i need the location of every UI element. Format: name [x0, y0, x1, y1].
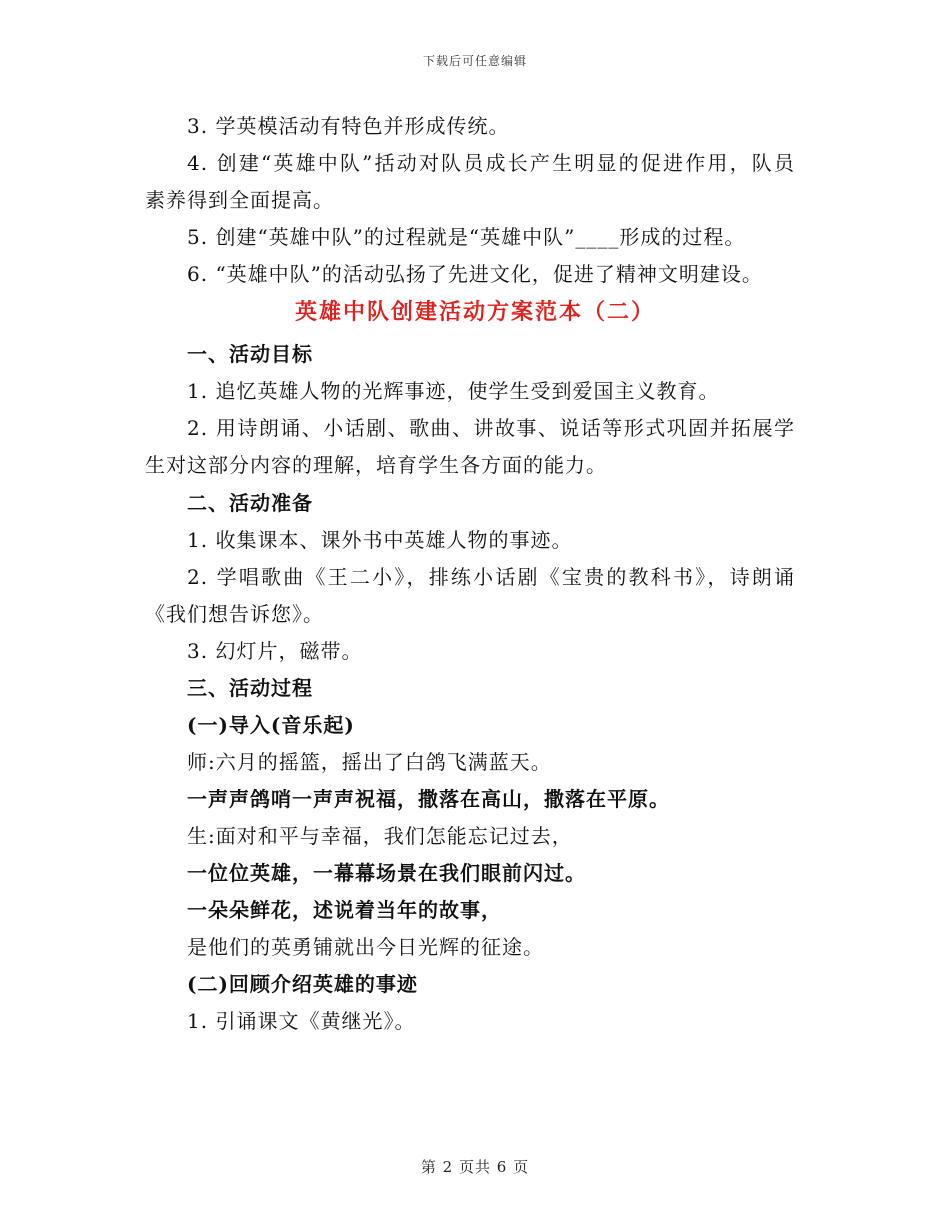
page-header: 下载后可任意编辑: [422, 54, 527, 68]
list-item: 1. 收集课本、课外书中英雄人物的事迹。: [187, 528, 573, 552]
list-item: 4. 创建“英雄中队”括动对队员成长产生明显的促进作用，队员: [187, 151, 795, 175]
list-item: 3. 幻灯片，磁带。: [187, 639, 363, 663]
paragraph: 是他们的英勇铺就出今日光辉的征途。: [187, 935, 544, 959]
list-item: 2. 用诗朗诵、小话剧、歌曲、讲故事、说话等形式巩固并拓展学: [187, 416, 795, 440]
list-item: 1. 引诵课文《黄继光》。: [187, 1009, 416, 1033]
list-item-continuation: 《我们想告诉您》。: [145, 602, 324, 626]
list-item: 1. 追忆英雄人物的光辉事迹，使学生受到爱国主义教育。: [187, 379, 720, 403]
paragraph: 一位位英雄，一幕幕场景在我们眼前闪过。: [187, 861, 586, 885]
paragraph: 生:面对和平与幸福，我们怎能忘记过去，: [187, 824, 573, 848]
section-title: 英雄中队创建活动方案范本（二）: [294, 299, 655, 325]
paragraph: 师:六月的摇篮，摇出了白鸽飞满蓝天。: [187, 750, 552, 774]
list-item: 2. 学唱歌曲《王二小》，排练小话剧《宝贵的教科书》，诗朗诵: [187, 565, 795, 589]
paragraph: 一声声鸽哨一声声祝福，撒落在高山，撒落在平原。: [187, 787, 670, 811]
page-footer: 第 2 页共 6 页: [420, 1158, 530, 1176]
paragraph: 一朵朵鲜花，述说着当年的故事，: [187, 898, 502, 922]
heading: 三、活动过程: [187, 676, 313, 700]
list-item: 3. 学英模活动有特色并形成传统。: [187, 114, 510, 138]
list-item-continuation: 生对这部分内容的理解，培育学生各方面的能力。: [145, 453, 607, 477]
list-item: 6. “英雄中队”的活动弘扬了先进文化，促进了精神文明建设。: [187, 262, 763, 286]
heading: 二、活动准备: [187, 491, 313, 515]
list-item: 5. 创建“英雄中队”的过程就是“英雄中队”____形成的过程。: [187, 225, 746, 249]
heading: 一、活动目标: [187, 342, 313, 366]
subheading: (二)回顾介绍英雄的事迹: [187, 972, 418, 996]
list-item-continuation: 素养得到全面提高。: [145, 188, 334, 212]
subheading: (一)导入(音乐起): [187, 713, 355, 737]
